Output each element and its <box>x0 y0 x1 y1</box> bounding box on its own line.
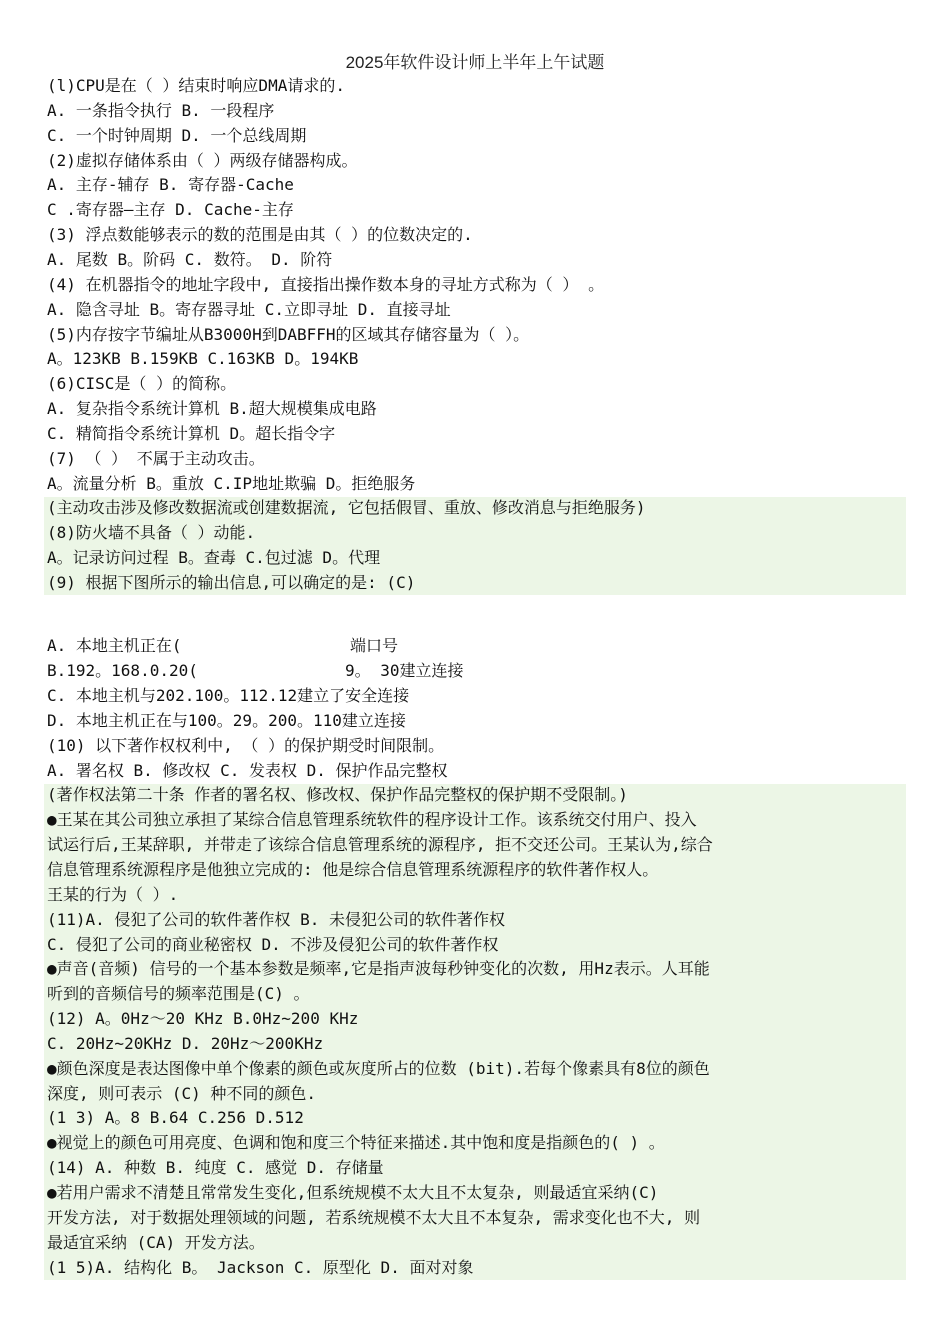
text-line: 深度, 则可表示 (C) 种不同的颜色. <box>47 1084 317 1103</box>
q9-option-b-right: 9。 30建立连接 <box>345 661 464 680</box>
text-line: 试运行后,王某辞职, 并带走了该综合信息管理系统的源程序, 拒不交还公司。王某认为,综合 <box>47 835 713 854</box>
text-line: ●视觉上的颜色可用亮度、色调和饱和度三个特征来描述.其中饱和度是指颜色的( ) 。 <box>47 1133 665 1152</box>
text-line: ●王某在其公司独立承担了某综合信息管理系统软件的程序设计工作。该系统交付用户、投入 <box>47 810 697 829</box>
text-line: C. 精简指令系统计算机 D。超长指令字 <box>47 424 336 443</box>
text-line: A。流量分析 B。重放 C.IP地址欺骗 D。拒绝服务 <box>47 474 416 493</box>
q9-option-b-left: B.192。168.0.20( <box>47 661 198 680</box>
text-line: A. 署名权 B. 修改权 C. 发表权 D. 保护作品完整权 <box>47 761 448 780</box>
text-line: (6)CISC是（ ）的简称。 <box>47 374 237 393</box>
text-line: (11)A. 侵犯了公司的软件著作权 B. 未侵犯公司的软件著作权 <box>47 910 505 929</box>
text-line: 信息管理系统源程序是他独立完成的: 他是综合信息管理系统源程序的软件著作权人。 <box>47 860 659 879</box>
text-line: (8)防火墙不具备（ ）动能. <box>47 523 256 542</box>
text-line: ●声音(音频) 信号的一个基本参数是频率,它是指声波每秒钟变化的次数, 用Hz表示。人耳能 <box>47 959 710 978</box>
text-line: A. 复杂指令系统计算机 B.超大规模集成电路 <box>47 399 377 418</box>
text-line: (9) 根据下图所示的输出信息,可以确定的是: (C) <box>47 573 416 592</box>
text-line: (1 5)A. 结构化 B。 Jackson C. 原型化 D. 面对对象 <box>47 1258 474 1277</box>
text-line: A. 主存-辅存 B. 寄存器-Cache <box>47 175 294 194</box>
text-line: 听到的音频信号的频率范围是(C) 。 <box>47 984 310 1003</box>
text-line: C. 一个时钟周期 D. 一个总线周期 <box>47 126 307 145</box>
text-line: (5)内存按字节编址从B3000H到DABFFH的区域其存储容量为（ ）。 <box>47 325 530 344</box>
text-line: ●若用户需求不清楚且常常发生变化,但系统规模不太大且不太复杂, 则最适宜采纳(C) <box>47 1183 659 1202</box>
text-line: C .寄存器—主存 D. Cache-主存 <box>47 200 294 219</box>
text-line: (1 3) A。8 B.64 C.256 D.512 <box>47 1108 304 1127</box>
text-line: 王某的行为（ ）. <box>47 885 179 904</box>
text-line: (3) 浮点数能够表示的数的范围是由其（ ）的位数决定的. <box>47 225 473 244</box>
text-line: A. 一条指令执行 B. 一段程序 <box>47 101 275 120</box>
text-line: 开发方法, 对于数据处理领域的问题, 若系统规模不太大且不本复杂, 需求变化也不大, 则 <box>47 1208 701 1227</box>
page-title: 2025年软件设计师上半年上午试题 <box>345 53 605 72</box>
text-line: A。记录访问过程 B。查毒 C.包过滤 D。代理 <box>47 548 381 567</box>
text-line: (12) A。0Hz～20 KHz B.0Hz~200 KHz <box>47 1009 359 1028</box>
text-line: (7) （ ） 不属于主动攻击。 <box>47 449 265 468</box>
text-line: (主动攻击涉及修改数据流或创建数据流, 它包括假冒、重放、修改消息与拒绝服务) <box>47 498 646 517</box>
text-line: (2)虚拟存储体系由（ ）两级存储器构成。 <box>47 151 358 170</box>
q9-option-a-left: A. 本地主机正在( <box>47 636 182 655</box>
text-line: A. 隐含寻址 B。寄存器寻址 C.立即寻址 D. 直接寻址 <box>47 300 451 319</box>
text-line: (14) A. 种数 B. 纯度 C. 感觉 D. 存储量 <box>47 1158 384 1177</box>
text-line: (10) 以下著作权权利中, （ ）的保护期受时间限制。 <box>47 736 445 755</box>
text-line: ●颜色深度是表达图像中单个像素的颜色或灰度所占的位数 (bit).若每个像素具有8位的颜色 <box>47 1059 710 1078</box>
text-line: A。123KB B.159KB C.163KB D。194KB <box>47 349 359 368</box>
text-line: (著作权法第二十条 作者的署名权、修改权、保护作品完整权的保护期不受限制。) <box>47 785 628 804</box>
text-line: C. 20Hz~20KHz D. 20Hz～200KHz <box>47 1034 324 1053</box>
text-line: (l)CPU是在（ ）结束时响应DMA请求的. <box>47 76 345 95</box>
text-line: C. 本地主机与202.100。112.12建立了安全连接 <box>47 686 410 705</box>
text-line: D. 本地主机正在与100。29。200。110建立连接 <box>47 711 406 730</box>
text-line: 最适宜采纳 (CA) 开发方法。 <box>47 1233 265 1252</box>
text-line: (4) 在机器指令的地址字段中, 直接指出操作数本身的寻址方式称为（ ） 。 <box>47 275 605 294</box>
text-line: C. 侵犯了公司的商业秘密权 D. 不涉及侵犯公司的软件著作权 <box>47 935 499 954</box>
q9-option-a-right: 端口号 <box>350 636 399 655</box>
text-line: A. 尾数 B。阶码 C. 数符。 D. 阶符 <box>47 250 333 269</box>
